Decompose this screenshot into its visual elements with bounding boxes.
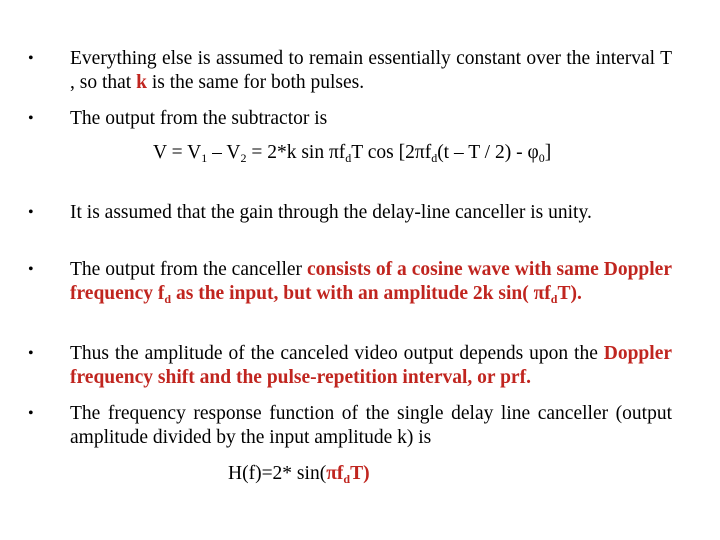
- bullet-dot: •: [28, 345, 34, 362]
- bullet-text: [70, 201, 672, 225]
- subtractor-output-formula: [153, 141, 551, 165]
- text-run: = 2*k sin πf: [246, 142, 346, 163]
- text-run: (t – T / 2) - φ: [437, 142, 539, 163]
- frequency-response-formula: [228, 462, 370, 486]
- bullet-dot: •: [28, 261, 34, 278]
- text-run: T).: [557, 283, 582, 304]
- text-run: H(f)=2* sin(: [228, 463, 327, 484]
- text-run: as the input, but with an amplitude 2k sin( πf: [171, 283, 551, 304]
- bullet-dot: •: [28, 50, 34, 67]
- text-run: T cos [2πf: [351, 142, 432, 163]
- text-run: The output from the canceller: [70, 259, 307, 280]
- bullet-text: [70, 402, 672, 450]
- bullet-text: [70, 107, 672, 131]
- bullet-dot: •: [28, 204, 34, 221]
- text-run: ]: [544, 142, 552, 163]
- text-run: 0: [538, 151, 545, 165]
- text-run: It is assumed that the gain through the delay-line canceller is unity.: [70, 202, 592, 223]
- text-run: – V: [207, 142, 241, 163]
- bullet-text: [70, 342, 672, 390]
- text-run: 1: [201, 151, 208, 165]
- bullet-dot: •: [28, 405, 34, 422]
- text-run: Everything else is assumed to remain essentially constant over the interval T , so that: [70, 48, 672, 93]
- text-run: T): [350, 463, 370, 484]
- text-run: The frequency response function of the single delay line canceller (output amplitude divided by the input amplitude k) is: [70, 403, 672, 448]
- text-run: Thus the amplitude of the canceled video output depends upon the: [70, 343, 604, 364]
- bullet-dot: •: [28, 110, 34, 127]
- text-run: 2: [240, 151, 247, 165]
- text-run: The output from the subtractor is: [70, 108, 328, 129]
- text-run: d: [431, 151, 438, 165]
- text-run: consists of a cosine wave with same Doppler frequency f: [70, 259, 672, 304]
- text-run: d: [345, 151, 352, 165]
- text-run: V = V: [153, 142, 202, 163]
- text-run: d: [164, 292, 172, 306]
- text-run: d: [550, 292, 558, 306]
- text-run: Doppler frequency shift and the pulse-repetition interval, or prf.: [70, 343, 672, 388]
- bullet-text: [70, 258, 672, 306]
- text-run: d: [343, 472, 351, 486]
- text-run: πf: [326, 463, 344, 484]
- text-run: is the same for both pulses.: [146, 72, 365, 93]
- bullet-text: [70, 47, 672, 95]
- text-run: k: [136, 72, 147, 93]
